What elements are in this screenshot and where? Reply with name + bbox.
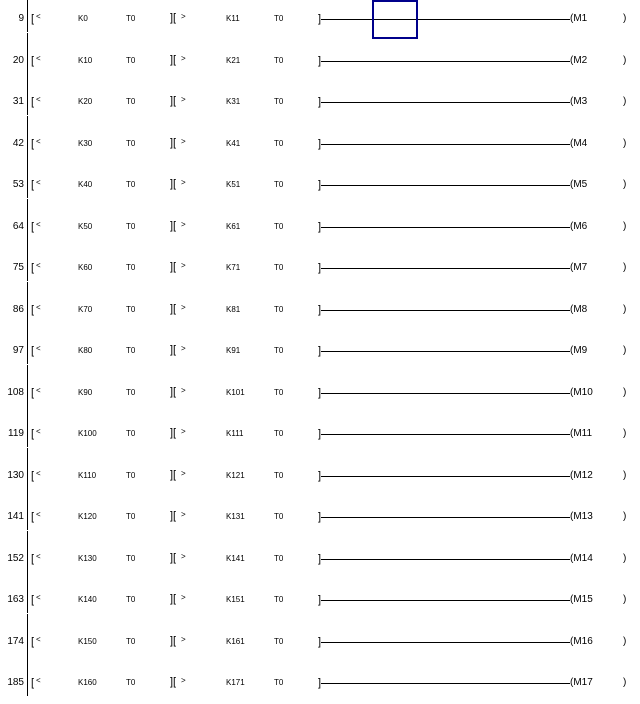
compare-operand-k[interactable]: K150 xyxy=(78,637,97,646)
compare-operator-lt[interactable]: < xyxy=(36,95,41,104)
left-power-rail xyxy=(27,199,28,240)
coil-open-paren: ( xyxy=(570,387,574,398)
coil-open-paren: ( xyxy=(570,13,574,24)
rung-wire[interactable] xyxy=(321,476,570,477)
output-coil[interactable] xyxy=(570,304,587,316)
compare-joint: ][ xyxy=(170,137,177,149)
output-coil[interactable] xyxy=(570,96,587,108)
compare-operand-k[interactable]: K20 xyxy=(78,97,93,106)
compare-operand-t[interactable]: T0 xyxy=(274,678,284,687)
step-number: 64 xyxy=(12,221,24,232)
coil-label: M9 xyxy=(573,345,588,356)
compare-operator-gt[interactable]: > xyxy=(181,54,186,63)
compare-operand-t[interactable]: T0 xyxy=(126,180,136,189)
step-number: 163 xyxy=(7,594,24,605)
compare-joint: ][ xyxy=(170,12,177,24)
compare-open-bracket: [ xyxy=(31,428,35,440)
compare-operand-t[interactable]: T0 xyxy=(274,180,284,189)
compare-close-bracket: ] xyxy=(318,594,322,606)
output-coil[interactable] xyxy=(570,55,587,67)
compare-operator-lt[interactable]: < xyxy=(36,510,41,519)
compare-operand-t[interactable]: T0 xyxy=(274,512,284,521)
compare-open-bracket: [ xyxy=(31,553,35,565)
left-power-rail xyxy=(27,240,28,281)
step-number: 9 xyxy=(18,13,24,24)
compare-joint: ][ xyxy=(170,344,177,356)
compare-open-bracket: [ xyxy=(31,221,35,233)
coil-open-paren: ( xyxy=(570,677,574,688)
compare-close-bracket: ] xyxy=(318,470,322,482)
output-coil[interactable] xyxy=(570,470,593,482)
compare-operand-t[interactable]: T0 xyxy=(274,14,284,23)
compare-close-bracket: ] xyxy=(318,677,322,689)
compare-operand-t[interactable]: T0 xyxy=(274,263,284,272)
step-number: 141 xyxy=(7,511,24,522)
step-number: 174 xyxy=(7,636,24,647)
compare-operand-k[interactable]: K81 xyxy=(226,305,241,314)
compare-operand-k[interactable]: K111 xyxy=(226,429,244,438)
coil-label: M1 xyxy=(573,13,588,24)
selection-cursor[interactable] xyxy=(372,0,418,39)
compare-joint: ][ xyxy=(170,510,177,522)
compare-operand-k[interactable]: K80 xyxy=(78,346,93,355)
step-number: 53 xyxy=(12,179,24,190)
coil-label: M5 xyxy=(573,179,588,190)
coil-label: M17 xyxy=(573,677,593,688)
compare-operator-lt[interactable]: < xyxy=(36,635,41,644)
compare-operand-k[interactable]: K171 xyxy=(226,678,245,687)
compare-operand-k[interactable]: K41 xyxy=(226,139,241,148)
coil-label: M4 xyxy=(573,138,588,149)
rung-wire[interactable] xyxy=(321,19,570,20)
ladder-rung[interactable] xyxy=(0,291,640,331)
compare-joint: ][ xyxy=(170,54,177,66)
step-number: 108 xyxy=(7,387,24,398)
compare-open-bracket: [ xyxy=(31,470,35,482)
compare-open-bracket: [ xyxy=(31,96,35,108)
compare-operand-t[interactable]: T0 xyxy=(126,637,136,646)
compare-operand-k[interactable]: K0 xyxy=(78,14,88,23)
compare-operator-gt[interactable]: > xyxy=(181,635,186,644)
output-coil[interactable] xyxy=(570,13,587,25)
right-rail-paren: ) xyxy=(623,594,627,605)
right-rail-paren: ) xyxy=(623,677,627,688)
compare-operand-k[interactable]: K151 xyxy=(226,595,245,604)
compare-operand-t[interactable]: T0 xyxy=(274,97,284,106)
compare-operand-k[interactable]: K21 xyxy=(226,56,241,65)
compare-operator-gt[interactable]: > xyxy=(181,137,186,146)
output-coil[interactable] xyxy=(570,138,587,150)
output-coil[interactable] xyxy=(570,345,587,357)
right-rail-paren: ) xyxy=(623,345,627,356)
step-number: 31 xyxy=(12,96,24,107)
coil-label: M3 xyxy=(573,96,588,107)
ladder-rung[interactable] xyxy=(0,498,640,538)
compare-operator-lt[interactable]: < xyxy=(36,427,41,436)
coil-open-paren: ( xyxy=(570,511,574,522)
compare-operator-gt[interactable]: > xyxy=(181,386,186,395)
compare-operand-t[interactable]: T0 xyxy=(126,56,136,65)
output-coil[interactable] xyxy=(570,677,593,689)
output-coil[interactable] xyxy=(570,553,593,565)
coil-label: M6 xyxy=(573,221,588,232)
step-number: 42 xyxy=(12,138,24,149)
coil-label: M14 xyxy=(573,553,593,564)
coil-open-paren: ( xyxy=(570,138,574,149)
compare-operand-t[interactable]: T0 xyxy=(274,139,284,148)
output-coil[interactable] xyxy=(570,387,593,399)
right-rail-paren: ) xyxy=(623,13,627,24)
compare-operand-t[interactable]: T0 xyxy=(126,14,136,23)
compare-operator-lt[interactable]: < xyxy=(36,344,41,353)
compare-operand-k[interactable]: K160 xyxy=(78,678,97,687)
coil-open-paren: ( xyxy=(570,594,574,605)
compare-operator-gt[interactable]: > xyxy=(181,344,186,353)
left-power-rail xyxy=(27,74,28,115)
rung-wire[interactable] xyxy=(321,434,570,435)
rung-wire[interactable] xyxy=(321,144,570,145)
compare-operand-t[interactable]: T0 xyxy=(274,595,284,604)
compare-close-bracket: ] xyxy=(318,179,322,191)
left-power-rail xyxy=(27,157,28,198)
output-coil[interactable] xyxy=(570,179,587,191)
compare-operator-gt[interactable]: > xyxy=(181,676,186,685)
coil-open-paren: ( xyxy=(570,304,574,315)
compare-joint: ][ xyxy=(170,178,177,190)
compare-open-bracket: [ xyxy=(31,594,35,606)
compare-operand-t[interactable]: T0 xyxy=(126,554,136,563)
compare-operand-t[interactable]: T0 xyxy=(126,139,136,148)
coil-open-paren: ( xyxy=(570,345,574,356)
coil-open-paren: ( xyxy=(570,636,574,647)
compare-close-bracket: ] xyxy=(318,636,322,648)
right-rail-paren: ) xyxy=(623,511,627,522)
compare-operator-lt[interactable]: < xyxy=(36,178,41,187)
compare-close-bracket: ] xyxy=(318,428,322,440)
compare-operator-lt[interactable]: < xyxy=(36,261,41,270)
right-rail-paren: ) xyxy=(623,55,627,66)
compare-operator-lt[interactable]: < xyxy=(36,54,41,63)
compare-operand-k[interactable]: K11 xyxy=(226,14,240,23)
compare-open-bracket: [ xyxy=(31,179,35,191)
coil-label: M11 xyxy=(573,428,593,439)
rung-wire[interactable] xyxy=(321,185,570,186)
compare-operand-t[interactable]: T0 xyxy=(126,346,136,355)
compare-open-bracket: [ xyxy=(31,511,35,523)
right-rail-paren: ) xyxy=(623,221,627,232)
rung-wire[interactable] xyxy=(321,600,570,601)
compare-operand-t[interactable]: T0 xyxy=(274,346,284,355)
step-number: 119 xyxy=(8,428,24,439)
rung-wire[interactable] xyxy=(321,517,570,518)
compare-operand-t[interactable]: T0 xyxy=(126,429,136,438)
left-power-rail xyxy=(27,323,28,364)
compare-close-bracket: ] xyxy=(318,387,322,399)
ladder-rung[interactable] xyxy=(0,457,640,497)
ladder-rung[interactable] xyxy=(0,249,640,289)
right-rail-paren: ) xyxy=(623,636,627,647)
step-number: 152 xyxy=(7,553,24,564)
output-coil[interactable] xyxy=(570,636,593,648)
compare-joint: ][ xyxy=(170,386,177,398)
coil-label: M12 xyxy=(573,470,593,481)
right-rail-paren: ) xyxy=(623,96,627,107)
rung-wire[interactable] xyxy=(321,683,570,684)
compare-operand-t[interactable]: T0 xyxy=(274,429,284,438)
compare-operator-gt[interactable]: > xyxy=(181,303,186,312)
compare-close-bracket: ] xyxy=(318,511,322,523)
ladder-rung[interactable] xyxy=(0,83,640,123)
compare-open-bracket: [ xyxy=(31,13,35,25)
compare-operator-lt[interactable]: < xyxy=(36,386,41,395)
left-power-rail xyxy=(27,0,28,32)
compare-close-bracket: ] xyxy=(318,96,322,108)
compare-operator-gt[interactable]: > xyxy=(181,510,186,519)
compare-close-bracket: ] xyxy=(318,55,322,67)
compare-open-bracket: [ xyxy=(31,345,35,357)
compare-close-bracket: ] xyxy=(318,221,322,233)
compare-operand-t[interactable]: T0 xyxy=(126,512,136,521)
coil-open-paren: ( xyxy=(570,179,574,190)
ladder-rung[interactable] xyxy=(0,0,640,40)
rung-wire[interactable] xyxy=(321,102,570,103)
right-rail-paren: ) xyxy=(623,138,627,149)
step-number: 20 xyxy=(12,55,24,66)
compare-operator-lt[interactable]: < xyxy=(36,552,41,561)
compare-operator-gt[interactable]: > xyxy=(181,178,186,187)
coil-open-paren: ( xyxy=(570,553,574,564)
compare-joint: ][ xyxy=(170,427,177,439)
rung-wire[interactable] xyxy=(321,61,570,62)
compare-operator-lt[interactable]: < xyxy=(36,593,41,602)
compare-operand-k[interactable]: K110 xyxy=(78,471,97,480)
compare-operator-lt[interactable]: < xyxy=(36,303,41,312)
rung-wire[interactable] xyxy=(321,268,570,269)
coil-label: M8 xyxy=(573,304,588,315)
coil-label: M10 xyxy=(573,387,593,398)
compare-open-bracket: [ xyxy=(31,262,35,274)
compare-close-bracket: ] xyxy=(318,553,322,565)
compare-joint: ][ xyxy=(170,303,177,315)
step-number: 185 xyxy=(7,677,24,688)
left-power-rail xyxy=(27,116,28,157)
output-coil[interactable] xyxy=(570,428,592,440)
rung-wire[interactable] xyxy=(321,642,570,643)
rung-wire[interactable] xyxy=(321,559,570,560)
ladder-rung[interactable] xyxy=(0,581,640,621)
compare-operand-k[interactable]: K161 xyxy=(226,637,245,646)
coil-label: M7 xyxy=(573,262,588,273)
compare-operator-gt[interactable]: > xyxy=(181,261,186,270)
compare-operand-k[interactable]: K130 xyxy=(78,554,97,563)
compare-operand-t[interactable]: T0 xyxy=(274,388,284,397)
coil-open-paren: ( xyxy=(570,470,574,481)
compare-joint: ][ xyxy=(170,635,177,647)
compare-operand-t[interactable]: T0 xyxy=(126,388,136,397)
compare-operator-gt[interactable]: > xyxy=(181,220,186,229)
compare-open-bracket: [ xyxy=(31,55,35,67)
compare-operator-lt[interactable]: < xyxy=(36,469,41,478)
compare-operand-k[interactable]: K120 xyxy=(78,512,97,521)
right-rail-paren: ) xyxy=(623,262,627,273)
coil-label: M15 xyxy=(573,594,593,605)
coil-open-paren: ( xyxy=(570,55,574,66)
compare-joint: ][ xyxy=(170,261,177,273)
compare-operator-lt[interactable]: < xyxy=(36,220,41,229)
compare-operand-k[interactable]: K51 xyxy=(226,180,241,189)
compare-operand-t[interactable]: T0 xyxy=(274,471,284,480)
right-rail-paren: ) xyxy=(623,387,627,398)
coil-label: M2 xyxy=(573,55,588,66)
compare-open-bracket: [ xyxy=(31,387,35,399)
ladder-rung[interactable] xyxy=(0,42,640,82)
coil-open-paren: ( xyxy=(570,221,574,232)
compare-operator-gt[interactable]: > xyxy=(181,95,186,104)
compare-operator-gt[interactable]: > xyxy=(181,593,186,602)
coil-open-paren: ( xyxy=(570,428,574,439)
compare-operator-lt[interactable]: < xyxy=(36,12,41,21)
compare-operator-gt[interactable]: > xyxy=(181,427,186,436)
step-number: 86 xyxy=(12,304,24,315)
compare-operand-t[interactable]: T0 xyxy=(126,305,136,314)
compare-operand-t[interactable]: T0 xyxy=(126,263,136,272)
compare-operand-k[interactable]: K131 xyxy=(226,512,245,521)
compare-operand-k[interactable]: K141 xyxy=(226,554,245,563)
left-power-rail xyxy=(27,282,28,323)
rung-wire[interactable] xyxy=(321,227,570,228)
coil-label: M16 xyxy=(573,636,593,647)
compare-operand-t[interactable]: T0 xyxy=(274,305,284,314)
compare-operand-k[interactable]: K70 xyxy=(78,305,93,314)
left-power-rail xyxy=(27,33,28,74)
compare-operand-k[interactable]: K61 xyxy=(226,222,241,231)
compare-operand-k[interactable]: K50 xyxy=(78,222,93,231)
right-rail-paren: ) xyxy=(623,428,627,439)
compare-operand-k[interactable]: K40 xyxy=(78,180,93,189)
coil-open-paren: ( xyxy=(570,262,574,273)
compare-close-bracket: ] xyxy=(318,262,322,274)
left-power-rail xyxy=(27,614,28,655)
step-number: 130 xyxy=(7,470,24,481)
compare-operand-t[interactable]: T0 xyxy=(274,637,284,646)
compare-joint: ][ xyxy=(170,469,177,481)
compare-operand-k[interactable]: K101 xyxy=(226,388,245,397)
compare-operand-k[interactable]: K140 xyxy=(78,595,97,604)
right-rail-paren: ) xyxy=(623,304,627,315)
compare-operand-k[interactable]: K30 xyxy=(78,139,93,148)
ladder-rung[interactable] xyxy=(0,540,640,580)
compare-close-bracket: ] xyxy=(318,138,322,150)
coil-label: M13 xyxy=(573,511,593,522)
ladder-rung[interactable] xyxy=(0,208,640,248)
compare-operand-k[interactable]: K91 xyxy=(226,346,241,355)
compare-operand-k[interactable]: K121 xyxy=(226,471,245,480)
left-power-rail xyxy=(27,572,28,613)
left-power-rail xyxy=(27,531,28,572)
compare-joint: ][ xyxy=(170,593,177,605)
compare-close-bracket: ] xyxy=(318,13,322,25)
ladder-rung[interactable] xyxy=(0,332,640,372)
compare-close-bracket: ] xyxy=(318,345,322,357)
compare-operand-k[interactable]: K100 xyxy=(78,429,97,438)
compare-open-bracket: [ xyxy=(31,677,35,689)
compare-operator-lt[interactable]: < xyxy=(36,676,41,685)
compare-joint: ][ xyxy=(170,220,177,232)
right-rail-paren: ) xyxy=(623,553,627,564)
step-number: 75 xyxy=(12,262,24,273)
compare-operator-gt[interactable]: > xyxy=(181,12,186,21)
compare-operand-t[interactable]: T0 xyxy=(126,222,136,231)
compare-joint: ][ xyxy=(170,676,177,688)
compare-open-bracket: [ xyxy=(31,138,35,150)
ladder-rung[interactable] xyxy=(0,374,640,414)
left-power-rail xyxy=(27,406,28,447)
ladder-rung[interactable] xyxy=(0,125,640,165)
output-coil[interactable] xyxy=(570,221,587,233)
compare-operator-gt[interactable]: > xyxy=(181,469,186,478)
compare-joint: ][ xyxy=(170,552,177,564)
compare-operand-t[interactable]: T0 xyxy=(274,56,284,65)
output-coil[interactable] xyxy=(570,511,593,523)
compare-open-bracket: [ xyxy=(31,636,35,648)
ladder-rung[interactable] xyxy=(0,623,640,663)
compare-close-bracket: ] xyxy=(318,304,322,316)
right-rail-paren: ) xyxy=(623,470,627,481)
compare-operand-t[interactable]: T0 xyxy=(126,595,136,604)
output-coil[interactable] xyxy=(570,594,593,606)
ladder-rung[interactable] xyxy=(0,415,640,455)
compare-joint: ][ xyxy=(170,95,177,107)
compare-operand-t[interactable]: T0 xyxy=(126,97,136,106)
compare-operand-k[interactable]: K90 xyxy=(78,388,93,397)
left-power-rail xyxy=(27,365,28,406)
ladder-rung[interactable] xyxy=(0,664,640,704)
compare-operand-k[interactable]: K10 xyxy=(78,56,93,65)
rung-wire[interactable] xyxy=(321,310,570,311)
compare-operator-gt[interactable]: > xyxy=(181,552,186,561)
left-power-rail xyxy=(27,489,28,530)
compare-operand-k[interactable]: K71 xyxy=(226,263,241,272)
compare-operand-t[interactable]: T0 xyxy=(274,554,284,563)
right-rail-paren: ) xyxy=(623,179,627,190)
rung-wire[interactable] xyxy=(321,393,570,394)
step-number: 97 xyxy=(12,345,24,356)
left-power-rail xyxy=(27,448,28,489)
ladder-rung[interactable] xyxy=(0,166,640,206)
coil-open-paren: ( xyxy=(570,96,574,107)
compare-operand-t[interactable]: T0 xyxy=(126,471,136,480)
compare-open-bracket: [ xyxy=(31,304,35,316)
rung-wire[interactable] xyxy=(321,351,570,352)
compare-operand-k[interactable]: K31 xyxy=(226,97,241,106)
compare-operator-lt[interactable]: < xyxy=(36,137,41,146)
compare-operand-k[interactable]: K60 xyxy=(78,263,93,272)
left-power-rail xyxy=(27,655,28,696)
output-coil[interactable] xyxy=(570,262,587,274)
compare-operand-t[interactable]: T0 xyxy=(274,222,284,231)
compare-operand-t[interactable]: T0 xyxy=(126,678,136,687)
